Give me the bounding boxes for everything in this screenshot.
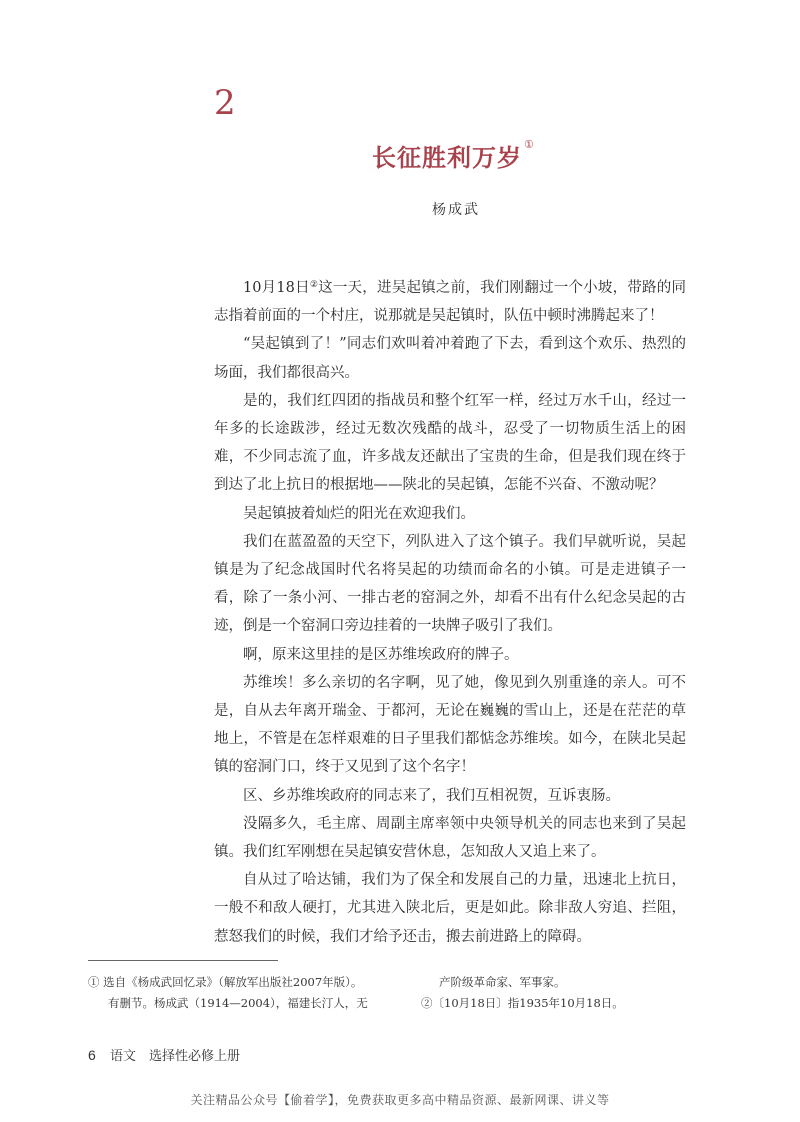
page-footer bbox=[88, 1045, 240, 1064]
footnote-2: ②〔10月18日〕指1935年10月18日。 bbox=[421, 996, 624, 1010]
paragraph-4: 吴起镇披着灿烂的阳光在欢迎我们。 bbox=[243, 505, 475, 522]
paragraph-8: 区、乡苏维埃政府的同志来了，我们互相祝贺，互诉衷肠。 bbox=[243, 787, 620, 804]
page-number: 6 bbox=[88, 1047, 96, 1063]
paragraph-6: 啊，原来这里挂的是区苏维埃政府的牌子。 bbox=[243, 646, 519, 663]
footnote-1-line-1: ① 选自《杨成武回忆录》（解放军出版社2007年版）。 bbox=[88, 975, 363, 989]
title-footnote-mark[interactable]: ① bbox=[524, 138, 535, 151]
author-name: 杨成武 bbox=[432, 202, 480, 218]
paragraph-2: “吴起镇到了！”同志们欢叫着冲着跑了下去，看到这个欢乐、热烈的场面，我们都很高兴。 bbox=[214, 336, 686, 381]
footnote-1-line-3: 产阶级革命家、军事家。 bbox=[439, 975, 566, 989]
lesson-number: 2 bbox=[214, 83, 236, 123]
footnote-column-left bbox=[88, 972, 388, 1014]
title-text: 长征胜利万岁 bbox=[372, 143, 522, 172]
promo-watermark: 关注精品公众号【偷着学】，免费获取更多高中精品资源、最新网课、讲义等 bbox=[190, 1093, 610, 1107]
date-footnote-mark[interactable]: ② bbox=[309, 280, 319, 290]
date-text: 10月18日 bbox=[243, 280, 310, 296]
paragraph-7: 苏维埃！多么亲切的名字啊，见了她，像见到久别重逢的亲人。可不是，自从去年离开瑞金、于都河，无论在巍巍的雪山上，还是在茫茫的草地上，不管是在怎样艰难的日子里我们都惦念苏维埃。如今，在陕北吴起镇的窑洞门口，终于又见到了这个名字！ bbox=[214, 674, 686, 776]
footnote-column-right bbox=[421, 972, 691, 1014]
paragraph-10: 自从过了哈达铺，我们为了保全和发展自己的力量，迅速北上抗日，一般不和敌人硬打，尤其进入陕北后，更是如此。除非敌人穷追、拦阻，惹怒我们的时候，我们才给予还击，搬去前进路上的障碍。 bbox=[214, 872, 686, 945]
page-title bbox=[372, 138, 535, 173]
paragraph-9: 没隔多久，毛主席、周副主席率领中央领导机关的同志也来到了吴起镇。我们红军刚想在吴起镇安营休息，怎知敌人又追上来了。 bbox=[214, 815, 686, 861]
paragraph-3: 是的，我们红四团的指战员和整个红军一样，经过万水千山，经过一年多的长途跋涉，经过无数次残酷的战斗，忍受了一切物质生活上的困难，不少同志流了血，许多战友还献出了宝贵的生命，但是我们现在终于到达了北上抗日的根据地——陕北的吴起镇，怎能不兴奋、不激动呢？ bbox=[214, 392, 686, 494]
paragraph-1 bbox=[214, 274, 686, 330]
paragraph-5: 我们在蓝盈盈的天空下，列队进入了这个镇子。我们早就听说，吴起镇是为了纪念战国时代名将吴起的功绩而命名的小镇。可是走进镇子一看，除了一条小河、一排古老的窑洞之外，却看不出有什么纪念吴起的古迹，倒是一个窑洞口旁边挂着的一块牌子吸引了我们。 bbox=[214, 533, 686, 635]
footnote-1-line-2: 有删节。杨成武（1914—2004），福建长汀人，无 bbox=[108, 996, 368, 1010]
paragraph-1-text: 这一天，进吴起镇之前，我们刚翻过一个小坡，带路的同志指着前面的一个村庄，说那就是吴起镇时，队伍中顿时沸腾起来了！ bbox=[214, 280, 686, 325]
book-title: 语文 选择性必修上册 bbox=[109, 1049, 240, 1064]
footnote-divider bbox=[88, 960, 278, 961]
article-body bbox=[214, 274, 686, 951]
